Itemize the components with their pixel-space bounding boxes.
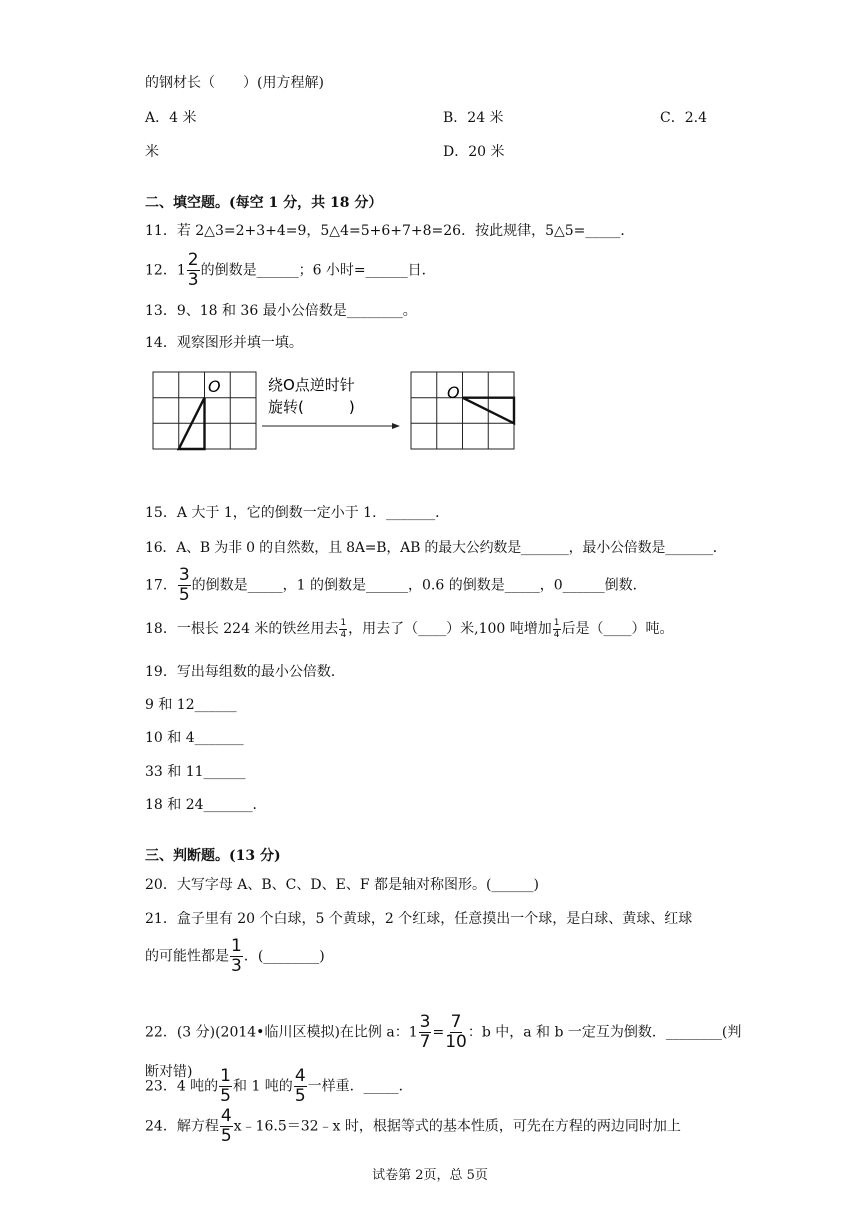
q17-fraction — [178, 567, 191, 604]
q12-rest: 的倒数是______；6 小时=______日． — [200, 262, 436, 279]
frac-den: 5 — [178, 585, 190, 605]
frac-num: 3 — [419, 1012, 431, 1032]
q19-item-1: 9 和 12______ — [145, 697, 237, 713]
question-11: 11．若 2△3=2+3+4=9，5△4=5+6+7+8=26．按此规律，5△5=_____． — [145, 223, 635, 239]
frac-num: 1 — [340, 617, 347, 628]
question-16: 16．A、B 为非 0 的自然数，且 8A=B，AB 的最大公约数是_______，最小公倍数是_______． — [145, 540, 727, 556]
frac-num: 1 — [220, 1066, 231, 1086]
q18-part3: 后是（____）吨。 — [561, 621, 674, 637]
arrow-head — [392, 423, 400, 429]
q24-fraction — [220, 1108, 233, 1145]
option-c-cont: 米 — [145, 144, 159, 160]
frac-num: 1 — [231, 936, 242, 956]
frac-num: 7 — [450, 1012, 462, 1032]
option-d: D．20 米 — [443, 144, 505, 160]
question-12 — [145, 252, 436, 289]
frac-den: 5 — [294, 1086, 306, 1106]
frac-den: 10 — [445, 1032, 467, 1052]
frac-den: 3 — [187, 270, 199, 290]
o-label-left: O — [208, 377, 221, 396]
section-3-title: 三、判断题。(13 分) — [145, 848, 281, 864]
q12-number: 12． — [145, 262, 177, 279]
question-17 — [145, 567, 647, 604]
caption-line-2: 旋转( ) — [268, 398, 355, 416]
question-23 — [145, 1068, 413, 1105]
q23-fraction-2 — [294, 1068, 307, 1105]
frac-num: 3 — [178, 565, 190, 585]
q23-part1: 23．4 吨的 — [145, 1078, 219, 1095]
q23-part2: 和 1 吨的 — [233, 1078, 293, 1095]
rotation-figure — [150, 370, 520, 452]
q18-part2: ，用去了（____）米,100 吨增加 — [348, 621, 552, 637]
page-footer: 试卷第 2页，总 5页 — [372, 1168, 488, 1183]
question-21-line-1: 21．盒子里有 20 个白球，5 个黄球，2 个红球，任意摸出一个球，是白球、黄球、红球 — [145, 911, 693, 927]
frac-den: 5 — [220, 1086, 231, 1106]
q22-fraction-2 — [445, 1014, 467, 1051]
question-13: 13．9、18 和 36 最小公倍数是________。 — [145, 303, 417, 319]
question-21-line-2 — [145, 938, 325, 975]
q24-part2: x﹣16.5＝32﹣x 时，根据等式的基本性质，可先在方程的两边同时加上 — [233, 1118, 681, 1135]
q24-part1: 24．解方程 — [145, 1118, 219, 1135]
question-22 — [145, 1014, 741, 1051]
o-label-right: O — [447, 383, 460, 402]
question-15: 15．A 大于 1，它的倒数一定小于 1．_______． — [145, 505, 450, 521]
question-20: 20．大写字母 A、B、C、D、E、F 都是轴对称图形。(______) — [145, 877, 539, 893]
q23-part3: 一样重．_____． — [307, 1078, 413, 1095]
question-14: 14．观察图形并填一填。 — [145, 335, 303, 351]
q23-fraction-1 — [219, 1068, 232, 1105]
q19-item-3: 33 和 11______ — [145, 764, 246, 780]
q12-fraction — [187, 252, 200, 289]
q17-rest: 的倒数是_____，1 的倒数是______，0.6 的倒数是_____，0______倒数． — [191, 577, 647, 594]
q19-item-4: 18 和 24_______． — [145, 797, 267, 813]
q22-fraction-1 — [419, 1014, 432, 1051]
q21-answer: ．(________) — [243, 948, 325, 965]
q22-equals: = — [432, 1024, 445, 1041]
question-24 — [145, 1108, 681, 1145]
frac-den: 3 — [231, 956, 242, 976]
q22-part2: ：b 中，a 和 b 一定互为倒数．________(判 — [467, 1024, 742, 1041]
option-b: B．24 米 — [443, 110, 504, 126]
option-c: C．2.4 — [660, 110, 707, 126]
frac-den: 5 — [220, 1126, 232, 1146]
frac-num: 1 — [553, 617, 560, 628]
q12-whole: 1 — [176, 262, 186, 279]
q18-fraction-1 — [339, 619, 347, 640]
q17-number: 17． — [145, 577, 177, 594]
caption-line-1: 绕O点逆时针 — [268, 376, 355, 394]
section-2-title: 二、填空题。(每空 1 分，共 18 分） — [145, 195, 383, 211]
q18-fraction-2 — [553, 619, 561, 640]
question-18 — [145, 618, 674, 640]
q22-part1: 22．(3 分)(2014•临川区模拟)在比例 a：1 — [145, 1024, 418, 1041]
frac-num: 4 — [220, 1106, 232, 1126]
frac-num: 2 — [187, 250, 199, 270]
right-grid — [411, 372, 514, 449]
q18-part1: 18．一根长 224 米的铁丝用去 — [145, 621, 339, 637]
q19-item-2: 10 和 4_______ — [145, 730, 244, 746]
question-22-line-2: 断对错) — [145, 1064, 193, 1080]
frac-den: 4 — [340, 629, 347, 640]
q21-text: 的可能性都是 — [145, 948, 229, 965]
q10-line: 的钢材长（ ）(用方程解) — [145, 75, 324, 91]
option-a: A．4 米 — [145, 110, 197, 126]
frac-num: 4 — [294, 1066, 306, 1086]
question-19: 19．写出每组数的最小公倍数． — [145, 664, 345, 680]
frac-den: 7 — [419, 1032, 431, 1052]
q21-fraction — [230, 938, 243, 975]
frac-den: 4 — [553, 629, 560, 640]
